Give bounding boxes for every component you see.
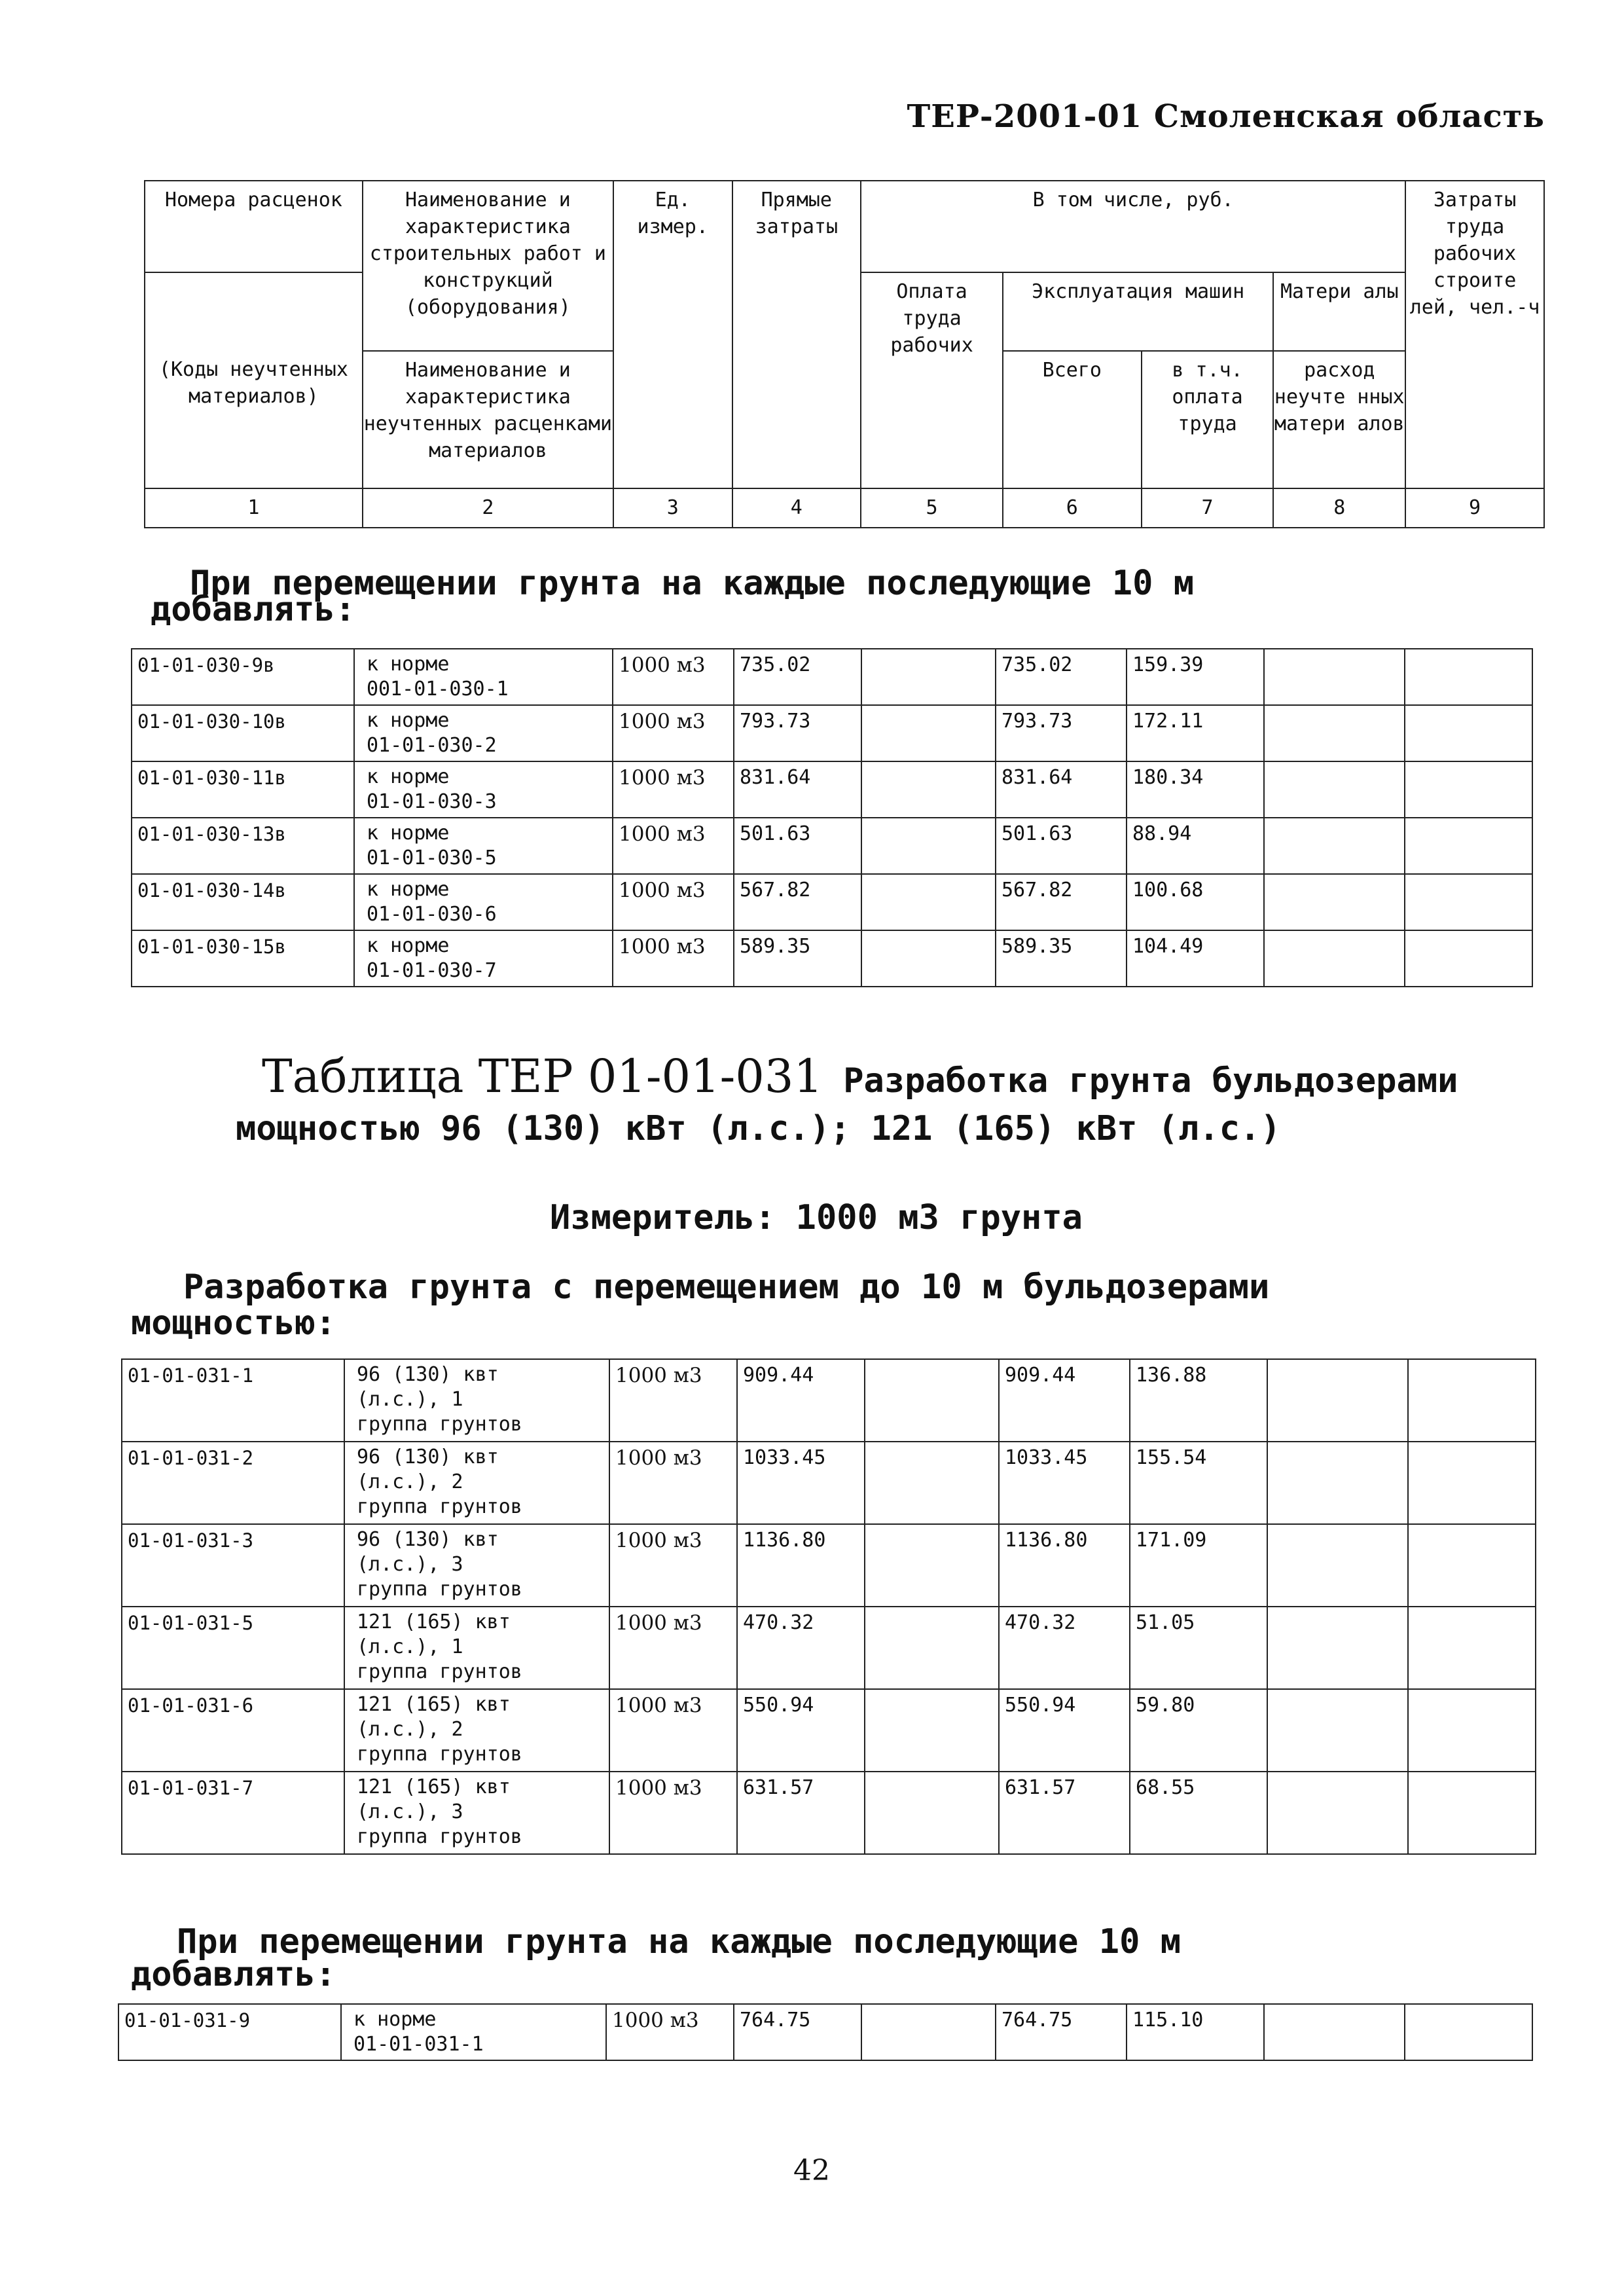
cell-machines: 1033.45	[999, 1442, 1130, 1524]
cell-labor	[865, 1772, 999, 1854]
header-col4: Прямые затраты	[732, 181, 861, 488]
cell-unit: 1000 м3	[609, 1689, 737, 1772]
cell-code: 01-01-031-5	[122, 1607, 344, 1689]
table-row	[132, 761, 1532, 818]
table-row	[132, 874, 1532, 930]
cell-hours	[1405, 2004, 1532, 2060]
cell-machine-labor: 159.39	[1127, 649, 1264, 705]
table-row	[132, 649, 1532, 705]
page-number: 42	[793, 2154, 830, 2187]
table-row	[132, 705, 1532, 761]
cell-machines: 1136.80	[999, 1524, 1130, 1607]
cell-unit: 1000 м3	[613, 874, 734, 930]
cell-code: 01-01-030-13в	[132, 818, 354, 874]
cell-direct: 764.75	[734, 2004, 861, 2060]
cell-code: 01-01-030-9в	[132, 649, 354, 705]
table-row	[122, 1359, 1536, 1442]
cell-machine-labor: 51.05	[1130, 1607, 1267, 1689]
col-number: 8	[1273, 488, 1405, 528]
cell-materials	[1264, 930, 1405, 987]
cell-labor	[865, 1442, 999, 1524]
cell-labor	[861, 930, 996, 987]
cell-name: к норме 01-01-030-5	[354, 818, 613, 874]
cell-code: 01-01-031-9	[118, 2004, 341, 2060]
table-title-line1: Разработка грунта бульдозерами	[843, 1061, 1458, 1101]
cell-name: к норме 01-01-030-2	[354, 705, 613, 761]
cell-machines: 470.32	[999, 1607, 1130, 1689]
table-row	[132, 818, 1532, 874]
header-col2-top: Наименование и характеристика строительных работ и конструкций (оборудования)	[363, 181, 613, 351]
table-row	[122, 1524, 1536, 1607]
cell-machine-labor: 68.55	[1130, 1772, 1267, 1854]
col-number: 3	[613, 488, 732, 528]
cell-direct: 909.44	[737, 1359, 865, 1442]
cell-machine-labor: 88.94	[1127, 818, 1264, 874]
cell-hours	[1408, 1607, 1536, 1689]
cell-labor	[861, 2004, 996, 2060]
cell-name: к норме 01-01-030-7	[354, 930, 613, 987]
cell-unit: 1000 м3	[613, 649, 734, 705]
col-number: 4	[732, 488, 861, 528]
cell-name: 96 (130) квт (л.с.), 1 группа грунтов	[344, 1359, 609, 1442]
cell-machines: 567.82	[996, 874, 1127, 930]
header-machines: Эксплуатация машин	[1003, 272, 1273, 351]
cell-direct: 567.82	[734, 874, 861, 930]
cell-unit: 1000 м3	[609, 1524, 737, 1607]
cell-hours	[1408, 1524, 1536, 1607]
cell-direct: 1136.80	[737, 1524, 865, 1607]
header-col7: в т.ч. оплата труда	[1142, 351, 1274, 488]
table-row	[122, 1772, 1536, 1854]
cell-direct: 631.57	[737, 1772, 865, 1854]
cell-materials	[1267, 1524, 1408, 1607]
cell-code: 01-01-031-3	[122, 1524, 344, 1607]
col-number: 7	[1142, 488, 1274, 528]
table-row	[122, 1442, 1536, 1524]
section-title-line2: добавлять:	[151, 590, 356, 629]
cell-machine-labor: 104.49	[1127, 930, 1264, 987]
rates-table	[121, 1358, 1536, 1855]
cell-materials	[1267, 1772, 1408, 1854]
cell-machine-labor: 180.34	[1127, 761, 1264, 818]
cell-materials	[1267, 1359, 1408, 1442]
cell-direct: 793.73	[734, 705, 861, 761]
col-number: 2	[363, 488, 613, 528]
cell-machine-labor: 171.09	[1130, 1524, 1267, 1607]
cell-materials	[1264, 874, 1405, 930]
cell-machine-labor: 115.10	[1127, 2004, 1264, 2060]
table-row	[118, 2004, 1532, 2060]
cell-labor	[865, 1607, 999, 1689]
col-number: 9	[1405, 488, 1544, 528]
cell-labor	[861, 818, 996, 874]
document-header: ТЕР-2001-01 Смоленская область	[907, 98, 1545, 135]
table-title-prefix: Таблица ТЕР 01-01-031	[262, 1049, 823, 1103]
cell-code: 01-01-030-14в	[132, 874, 354, 930]
table-row	[122, 1689, 1536, 1772]
section-title-line2: добавлять:	[131, 1955, 336, 1994]
cell-code: 01-01-031-6	[122, 1689, 344, 1772]
cell-materials	[1264, 2004, 1405, 2060]
header-col9: Затраты труда рабочих строите лей, чел.-ч	[1405, 181, 1544, 488]
cell-machines: 764.75	[996, 2004, 1127, 2060]
cell-direct: 470.32	[737, 1607, 865, 1689]
cell-unit: 1000 м3	[613, 818, 734, 874]
cell-machine-labor: 136.88	[1130, 1359, 1267, 1442]
cell-hours	[1405, 705, 1532, 761]
cell-name: к норме 01-01-030-3	[354, 761, 613, 818]
cell-unit: 1000 м3	[613, 930, 734, 987]
table-title	[262, 1049, 1506, 1103]
section-title-line1: Разработка грунта с перемещением до 10 м бульдозерами	[183, 1267, 1270, 1307]
cell-name: 121 (165) квт (л.с.), 2 группа грунтов	[344, 1689, 609, 1772]
cell-unit: 1000 м3	[609, 1607, 737, 1689]
cell-labor	[865, 1359, 999, 1442]
cell-name: к норме 001-01-030-1	[354, 649, 613, 705]
cell-hours	[1405, 761, 1532, 818]
column-header-table	[144, 180, 1545, 528]
cell-machines: 735.02	[996, 649, 1127, 705]
cell-name: 96 (130) квт (л.с.), 3 группа грунтов	[344, 1524, 609, 1607]
cell-hours	[1408, 1359, 1536, 1442]
header-col3: Ед. измер.	[613, 181, 732, 488]
cell-hours	[1408, 1442, 1536, 1524]
cell-code: 01-01-030-10в	[132, 705, 354, 761]
cell-machines: 793.73	[996, 705, 1127, 761]
cell-direct: 735.02	[734, 649, 861, 705]
section-title	[151, 589, 355, 630]
cell-machines: 550.94	[999, 1689, 1130, 1772]
cell-unit: 1000 м3	[609, 1359, 737, 1442]
cell-name: к норме 01-01-031-1	[341, 2004, 606, 2060]
cell-unit: 1000 м3	[613, 761, 734, 818]
rates-table	[118, 2003, 1533, 2061]
cell-materials	[1264, 705, 1405, 761]
cell-labor	[861, 649, 996, 705]
cell-machines: 831.64	[996, 761, 1127, 818]
cell-machine-labor: 59.80	[1130, 1689, 1267, 1772]
section-title-line1: При перемещении грунта на каждые последующие 10 м	[190, 564, 1195, 603]
cell-hours	[1405, 818, 1532, 874]
cell-unit: 1000 м3	[606, 2004, 734, 2060]
cell-direct: 589.35	[734, 930, 861, 987]
cell-direct: 550.94	[737, 1689, 865, 1772]
cell-code: 01-01-030-15в	[132, 930, 354, 987]
cell-machines: 909.44	[999, 1359, 1130, 1442]
cell-materials	[1267, 1689, 1408, 1772]
cell-code: 01-01-031-2	[122, 1442, 344, 1524]
header-col1-top: Номера расценок	[145, 181, 363, 272]
cell-labor	[861, 761, 996, 818]
cell-name: 96 (130) квт (л.с.), 2 группа грунтов	[344, 1442, 609, 1524]
header-col8-top: Матери алы	[1273, 272, 1405, 351]
cell-labor	[865, 1689, 999, 1772]
section-title-line2: мощностью:	[131, 1303, 336, 1343]
cell-labor	[861, 874, 996, 930]
cell-machines: 501.63	[996, 818, 1127, 874]
cell-direct: 1033.45	[737, 1442, 865, 1524]
cell-machines: 631.57	[999, 1772, 1130, 1854]
cell-machine-labor: 172.11	[1127, 705, 1264, 761]
header-group: В том числе, руб.	[861, 181, 1405, 272]
col-number: 5	[861, 488, 1003, 528]
measure-unit: Измеритель: 1000 м3 грунта	[550, 1198, 1083, 1237]
table-row	[132, 930, 1532, 987]
section-title	[131, 1303, 336, 1343]
rates-table	[131, 648, 1533, 987]
cell-materials	[1264, 818, 1405, 874]
cell-unit: 1000 м3	[609, 1442, 737, 1524]
cell-materials	[1267, 1442, 1408, 1524]
col-number: 1	[145, 488, 363, 528]
header-col5: Оплата труда рабочих	[861, 272, 1003, 488]
cell-hours	[1405, 874, 1532, 930]
section-title-line1: При перемещении грунта на каждые последующие 10 м	[177, 1922, 1182, 1961]
cell-code: 01-01-031-1	[122, 1359, 344, 1442]
cell-machine-labor: 100.68	[1127, 874, 1264, 930]
cell-name: 121 (165) квт (л.с.), 3 группа грунтов	[344, 1772, 609, 1854]
table-title-line2: мощностью 96 (130) кВт (л.с.); 121 (165) кВт (л.с.)	[236, 1109, 1281, 1148]
cell-hours	[1408, 1772, 1536, 1854]
cell-direct: 831.64	[734, 761, 861, 818]
cell-materials	[1264, 649, 1405, 705]
header-col6: Всего	[1003, 351, 1142, 488]
col-number: 6	[1003, 488, 1142, 528]
cell-labor	[861, 705, 996, 761]
cell-machines: 589.35	[996, 930, 1127, 987]
cell-direct: 501.63	[734, 818, 861, 874]
section-title	[131, 1954, 336, 1995]
cell-unit: 1000 м3	[609, 1772, 737, 1854]
cell-name: 121 (165) квт (л.с.), 1 группа грунтов	[344, 1607, 609, 1689]
cell-hours	[1408, 1689, 1536, 1772]
section-title	[183, 1267, 1269, 1307]
table-row	[122, 1607, 1536, 1689]
cell-hours	[1405, 649, 1532, 705]
cell-materials	[1267, 1607, 1408, 1689]
cell-code: 01-01-031-7	[122, 1772, 344, 1854]
cell-materials	[1264, 761, 1405, 818]
header-col8-bottom: расход неучте нных матери алов	[1273, 351, 1405, 488]
cell-machine-labor: 155.54	[1130, 1442, 1267, 1524]
cell-unit: 1000 м3	[613, 705, 734, 761]
header-col2-bottom: Наименование и характеристика неучтенных расценками материалов	[363, 351, 613, 488]
cell-code: 01-01-030-11в	[132, 761, 354, 818]
cell-labor	[865, 1524, 999, 1607]
cell-hours	[1405, 930, 1532, 987]
cell-name: к норме 01-01-030-6	[354, 874, 613, 930]
header-col1-bottom: (Коды неучтенных материалов)	[145, 272, 363, 488]
